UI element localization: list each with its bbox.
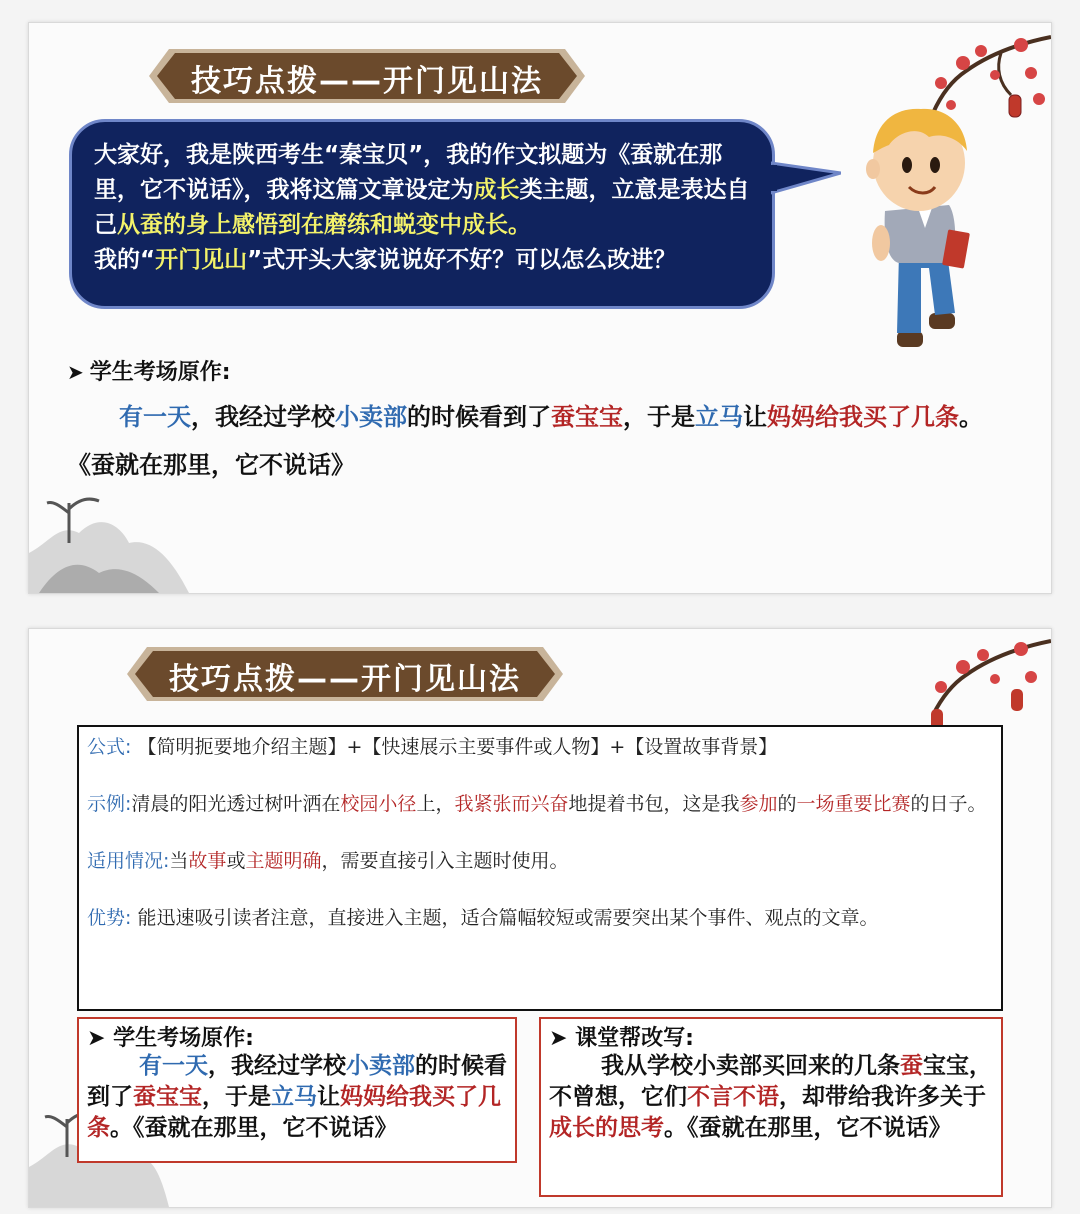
revision-box-heading-text: 课堂帮改写: bbox=[575, 1026, 694, 1051]
orig-t8: 让 bbox=[317, 1084, 340, 1110]
rev-t6: 成长的思考 bbox=[549, 1115, 664, 1141]
essay-t7: 立马 bbox=[695, 403, 743, 431]
bubble-highlight-growth: 成长 bbox=[473, 177, 520, 203]
advantage-text: 能迅速吸引读者注意，直接进入主题，适合篇幅较短或需要突出某个事件、观点的文章。 bbox=[137, 907, 879, 929]
example-t2: 校园小径 bbox=[340, 793, 417, 815]
speech-bubble bbox=[69, 119, 775, 309]
orig-t2: ，我经过学校 bbox=[208, 1053, 346, 1079]
original-heading-text: 学生考场原作: bbox=[89, 360, 231, 385]
advantage-row bbox=[87, 904, 993, 933]
essay-t8: 让 bbox=[743, 403, 767, 431]
arrow-bullet-icon: ➤ bbox=[549, 1026, 576, 1051]
usage-t1: 当 bbox=[169, 850, 189, 872]
rev-t3: 宝宝，不曾想，它们 bbox=[549, 1053, 992, 1110]
formula-box bbox=[77, 725, 1003, 1011]
essay-t3: 小卖部 bbox=[335, 403, 407, 431]
title-banner bbox=[147, 45, 587, 107]
slide-title: 技巧点拨——开门见山法 bbox=[191, 64, 543, 99]
usage-t3: 或 bbox=[226, 850, 246, 872]
orig-t3: 小卖部 bbox=[346, 1053, 415, 1079]
example-t1: 清晨的阳光透过树叶洒在 bbox=[131, 793, 341, 815]
original-box-heading-text: 学生考场原作: bbox=[113, 1026, 254, 1051]
arrow-bullet-icon: ➤ bbox=[67, 360, 84, 384]
example-t8: 一场重要比赛 bbox=[796, 793, 911, 815]
original-heading bbox=[67, 355, 231, 386]
rev-t4: 不言不语 bbox=[687, 1084, 779, 1110]
usage-t2: 故事 bbox=[188, 850, 227, 872]
original-box bbox=[77, 1017, 517, 1163]
example-t7: 的 bbox=[777, 793, 797, 815]
orig-t5: 蚕宝宝 bbox=[133, 1084, 202, 1110]
essay-t6: ，于是 bbox=[623, 403, 695, 431]
rev-t1: 我从学校小卖部买回来的几条 bbox=[601, 1053, 900, 1079]
bubble-text-1: 大家好，我是陕西考生“秦宝贝”，我的作文拟题为《蚕就在那里，它不说话》，我将这篇文章设定为 bbox=[94, 142, 723, 203]
orig-t1: 有一天 bbox=[139, 1053, 208, 1079]
plum-blossom-icon bbox=[871, 629, 1051, 739]
bubble-highlight-theme: 从蚕的身上感悟到在磨练和蜕变中成长。 bbox=[117, 212, 531, 238]
usage-t4: 主题明确 bbox=[245, 850, 322, 872]
bubble-text-2: 类主题，立意是表达自己 bbox=[94, 177, 750, 238]
slide-title-2: 技巧点拨——开门见山法 bbox=[169, 662, 521, 697]
formula-text: 【简明扼要地介绍主题】+【快速展示主要事件或人物】+【设置故事背景】 bbox=[137, 736, 778, 758]
bubble-text-4: ”式开头大家说说好不好？可以怎么改进？ bbox=[247, 247, 677, 273]
essay-t10: 。《蚕就在那里，它不说话》 bbox=[67, 403, 983, 479]
rev-t2: 蚕 bbox=[900, 1053, 923, 1079]
slide-2 bbox=[28, 628, 1052, 1208]
ink-mountain-icon bbox=[29, 483, 189, 593]
orig-t6: ，于是 bbox=[202, 1084, 271, 1110]
example-row bbox=[87, 790, 993, 819]
original-box-essay bbox=[87, 1051, 509, 1144]
usage-t5: ，需要直接引入主题时使用。 bbox=[321, 850, 569, 872]
orig-t9: 妈妈给我买了几条 bbox=[87, 1084, 501, 1141]
usage-row bbox=[87, 847, 993, 876]
revision-box-essay bbox=[549, 1051, 995, 1144]
example-t3: 上， bbox=[416, 793, 455, 815]
revision-box-heading bbox=[549, 1021, 694, 1052]
usage-label: 适用情况: bbox=[87, 850, 170, 872]
rev-t5: ，却带给我许多关于 bbox=[779, 1084, 986, 1110]
slide-1 bbox=[28, 22, 1052, 594]
revision-box bbox=[539, 1017, 1003, 1197]
cartoon-boy-icon bbox=[837, 93, 987, 353]
essay-t1: 有一天 bbox=[119, 403, 191, 431]
example-t5: 地提着书包，这是我 bbox=[568, 793, 740, 815]
bubble-highlight-method: 开门见山 bbox=[155, 247, 248, 273]
orig-t7: 立马 bbox=[271, 1084, 317, 1110]
advantage-label: 优势: bbox=[87, 907, 132, 929]
rev-t7: 。《蚕就在那里，它不说话》 bbox=[664, 1115, 952, 1141]
essay-t4: 的时候看到了 bbox=[407, 403, 551, 431]
bubble-tail bbox=[771, 159, 841, 199]
example-label: 示例: bbox=[87, 793, 132, 815]
arrow-bullet-icon: ➤ bbox=[87, 1026, 114, 1051]
essay-t9: 妈妈给我买了几条 bbox=[767, 403, 959, 431]
original-essay bbox=[67, 393, 1017, 489]
original-box-heading bbox=[87, 1021, 254, 1052]
example-t6: 参加 bbox=[739, 793, 778, 815]
essay-t2: ，我经过学校 bbox=[191, 403, 335, 431]
bubble-text-3: 我的“ bbox=[94, 247, 156, 273]
orig-t10: 。《蚕就在那里，它不说话》 bbox=[110, 1115, 398, 1141]
orig-t4: 的时候看到了 bbox=[87, 1053, 507, 1110]
essay-t5: 蚕宝宝 bbox=[551, 403, 623, 431]
title-banner-2 bbox=[125, 643, 565, 705]
formula-row bbox=[87, 733, 993, 762]
formula-label: 公式: bbox=[87, 736, 132, 758]
example-t9: 的日子。 bbox=[910, 793, 987, 815]
example-t4: 我紧张而兴奋 bbox=[454, 793, 569, 815]
